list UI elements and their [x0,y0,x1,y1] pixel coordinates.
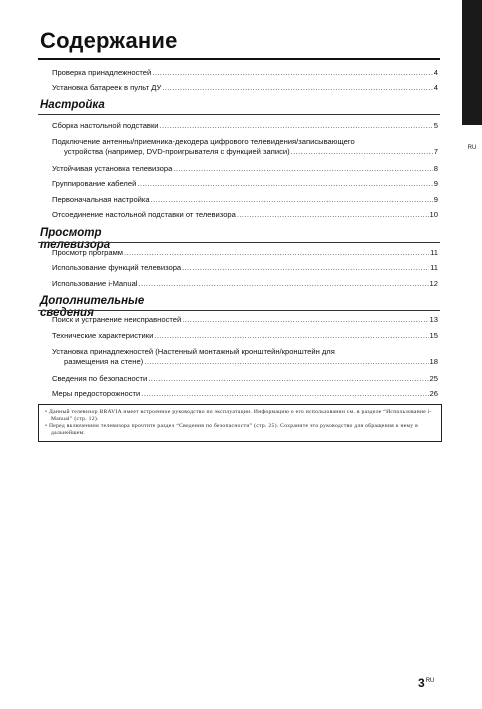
side-tab-marker [462,0,482,125]
toc-entry-label-line2: устройства (например, DVD-проигрывателя с функцией записи) [64,147,290,156]
page-number-value: 3 [418,676,425,690]
toc-entry-label-line2: размещения на стене) [64,357,144,366]
toc-entry-safety-info[interactable] [52,374,438,384]
notice-item-i-manual: • Данный телевизор BRAVIA имеет встроенное руководство по эксплуатации. Информацию о его использовании см. в разделе “Использование i-Manual” (стр. 12). [45,409,432,422]
toc-entry-label: Технические характеристики [52,331,154,340]
dot-leader [160,121,433,131]
toc-entry-page: 4 [433,68,438,77]
toc-entry-stand-detach[interactable] [52,210,438,220]
toc-entry-page: 9 [433,195,438,204]
toc-entry-page: 12 [429,279,438,288]
toc-entry-label: Первоначальная настройка [52,195,150,204]
dot-leader [124,248,429,258]
section-heading-additional-info: Дополнительные сведения [40,295,145,319]
page-title: Содержание [40,28,178,53]
toc-entry-label: Использование i-Manual [52,279,138,288]
toc-entry-cable-grouping[interactable] [52,179,438,189]
section-heading-watching-tv: Просмотр телевизора [40,227,111,251]
toc-entry-remote-batteries[interactable] [52,83,438,93]
page-number [418,676,434,690]
dot-leader [144,357,428,367]
dot-leader [237,210,429,220]
toc-entry-watching-programs[interactable] [52,248,438,258]
toc-entry-label: Отсоединение настольной подставки от телевизора [52,210,236,219]
toc-entry-accessories[interactable] [52,68,438,78]
toc-entry-specifications[interactable] [52,331,438,341]
toc-entry-page: 11 [430,263,438,272]
toc-entry-precautions[interactable] [52,389,438,399]
dot-leader [154,331,428,341]
toc-entry-page: 11 [430,248,438,257]
toc-entry-label: Сведения по безопасности [52,374,148,383]
toc-entry-page: 4 [433,83,438,92]
dot-leader [139,279,429,289]
top-border [0,0,482,6]
toc-entry-label: Группирование кабелей [52,179,137,188]
language-tab-label: RU [467,145,477,151]
toc-entry-page: 15 [429,331,438,340]
notice-box [38,404,442,442]
toc-entry-tv-functions[interactable] [52,263,438,273]
toc-entry-label: Просмотр программ [52,248,124,257]
dot-leader [182,263,429,273]
dot-leader [173,164,432,174]
section-divider [38,242,440,243]
toc-entry-label: Сборка настольной подставки [52,121,159,130]
toc-entry-troubleshooting[interactable] [52,315,438,325]
toc-entry-page: 18 [429,357,438,366]
toc-entry-stand-assembly[interactable] [52,121,438,131]
toc-entry-label-line1: Подключение антенны/приемника-декодера цифрового телевидения/записывающего [52,137,355,146]
toc-entry-label: Меры предосторожности [52,389,141,398]
toc-entry-antenna-connection[interactable] [52,137,438,157]
toc-entry-label-line1: Установка принадлежностей (Настенный монтажный кронштейн/кронштейн для [52,347,335,356]
toc-entry-label: Устойчивая установка телевизора [52,164,173,173]
toc-entry-label: Проверка принадлежностей [52,68,152,77]
toc-entry-label: Поиск и устранение неисправностей [52,315,182,324]
toc-entry-page: 9 [433,179,438,188]
toc-entry-label: Использование функций телевизора [52,263,182,272]
dot-leader [291,147,433,157]
toc-entry-page: 26 [429,389,438,398]
section-divider [38,114,440,115]
dot-leader [148,374,428,384]
toc-entry-page: 7 [433,147,438,156]
toc-entry-page: 5 [433,121,438,130]
dot-leader [141,389,428,399]
toc-entry-stable-install[interactable] [52,164,438,174]
toc-entry-label: Установка батареек в пульт ДУ [52,83,162,92]
dot-leader [137,179,432,189]
dot-leader [182,315,428,325]
toc-entry-page: 13 [429,315,438,324]
toc-entry-page: 8 [433,164,438,173]
toc-entry-wall-mount[interactable] [52,347,438,367]
dot-leader [162,83,432,93]
dot-leader [151,195,433,205]
toc-entry-page: 25 [429,374,438,383]
dot-leader [152,68,432,78]
toc-entry-i-manual[interactable] [52,279,438,289]
section-divider [38,310,440,311]
toc-entry-initial-setup[interactable] [52,195,438,205]
notice-item-safety: • Перед включением телевизора прочтите раздел “Сведения по безопасности” (стр. 25). Сохраните это руководство для обращения к нему в дальнейшем. [45,423,419,436]
toc-entry-page: 10 [429,210,438,219]
title-divider [38,58,440,60]
section-heading-setup: Настройка [40,99,105,111]
page-number-suffix: RU [425,678,435,684]
